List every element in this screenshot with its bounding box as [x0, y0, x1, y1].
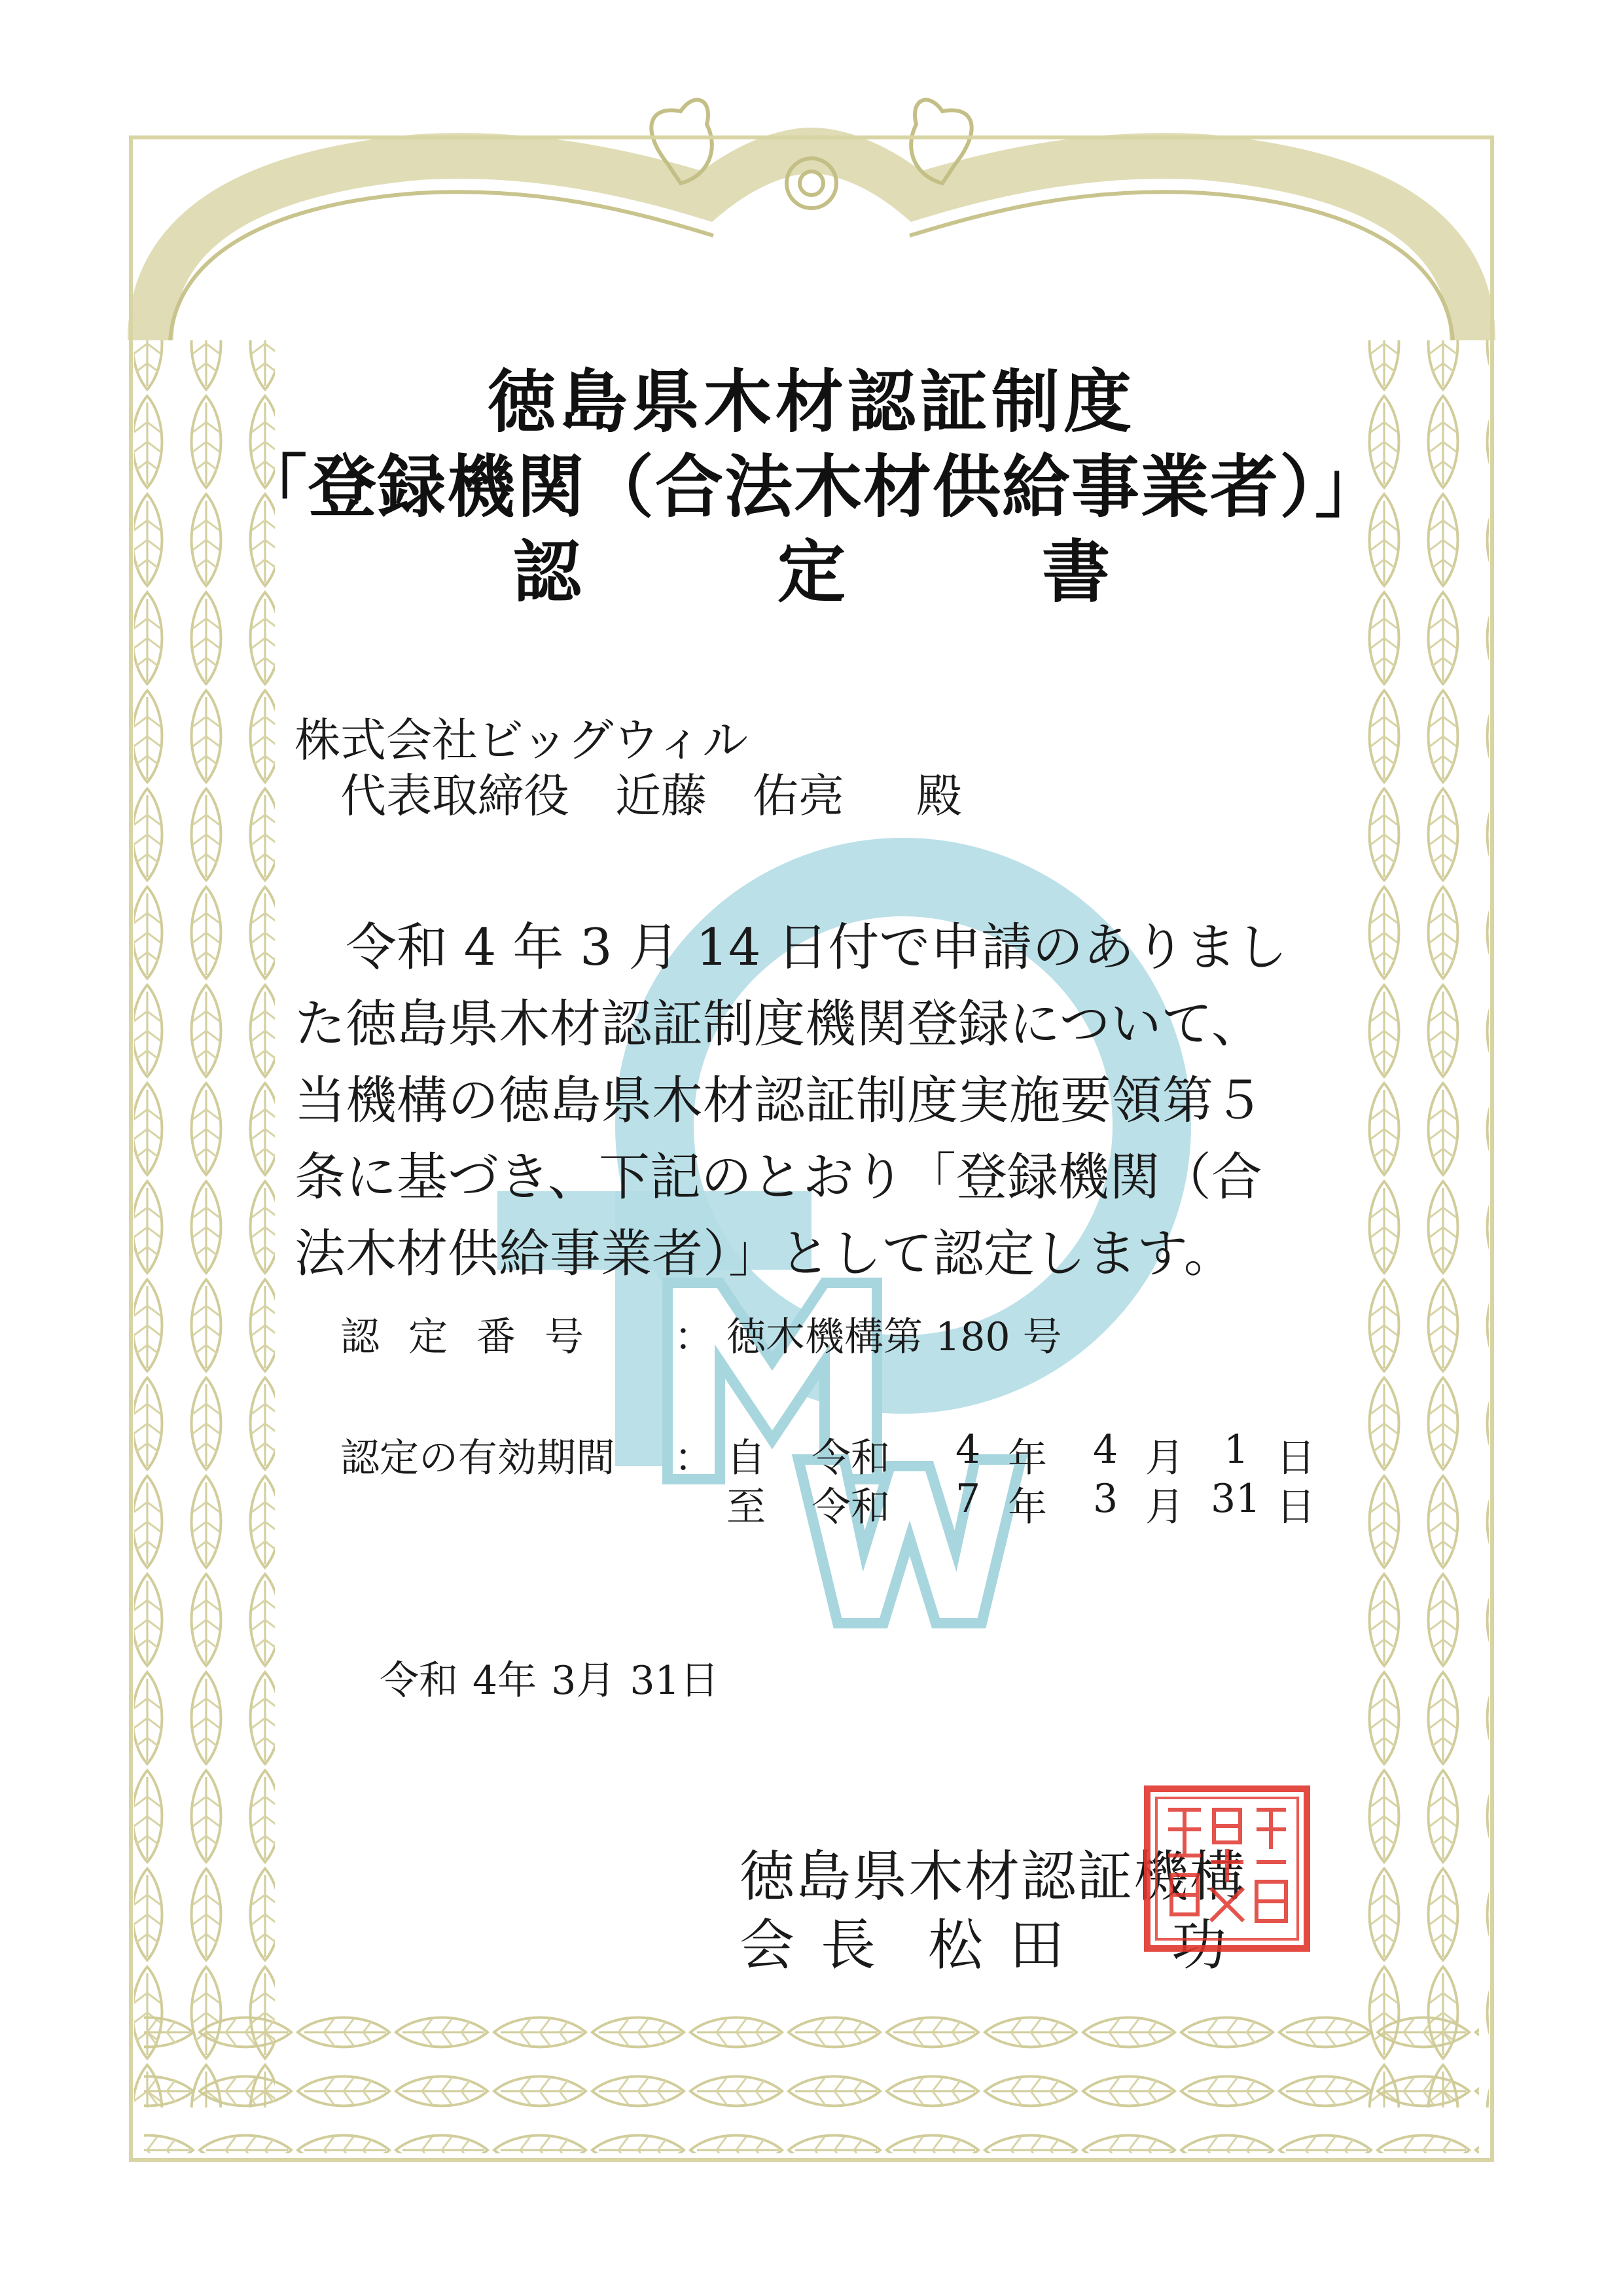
body-line: 令和 4 年 3 月 14 日付で申請のありまし: [346, 918, 1288, 977]
validity-from-day-unit: 日: [1276, 1435, 1315, 1481]
validity-to-year-unit: 年: [1008, 1484, 1047, 1530]
validity-to-month-unit: 月: [1145, 1484, 1185, 1530]
issuer-organization: 徳島県木材認証機構: [740, 1844, 1247, 1909]
issue-date: [380, 1649, 734, 1706]
issuer-name: 松田 功: [928, 1913, 1253, 1977]
validity-from-year-unit: 年: [1008, 1435, 1047, 1481]
body-line: 法木材供給事業者）」として認定します。: [294, 1225, 1235, 1283]
validity-to-year: 7: [955, 1476, 981, 1522]
issue-date-month: 3月: [551, 1658, 616, 1704]
body-line: 当機構の徳島県木材認証制度実施要領第５: [294, 1071, 1265, 1130]
certificate-title-line3: 認定書: [512, 532, 1306, 612]
issue-date-day: 31日: [630, 1658, 719, 1704]
validity-from-era: 令和: [812, 1435, 890, 1481]
certificate-title-line2: 「登録機関（合法木材供給事業者）」: [238, 447, 1384, 527]
validity-to-day: 31: [1211, 1476, 1261, 1522]
certificate-title-line1: 徳島県木材認証制度: [487, 362, 1135, 442]
validity-to-day-unit: 日: [1276, 1484, 1315, 1530]
validity-from-month: 4: [1093, 1427, 1118, 1473]
body-line: た徳島県木材認証制度機関登録について、: [294, 995, 1262, 1054]
addressee-company: 株式会社ビッグウィル: [294, 713, 748, 767]
registration-number-value: 徳木機構第 180 号: [726, 1314, 1062, 1360]
certificate-body: [294, 910, 1355, 1293]
validity-to-month: 3: [1093, 1476, 1118, 1522]
issue-date-era: 令和: [380, 1658, 458, 1704]
addressee-position: 代表取締役: [340, 769, 569, 823]
addressee-honorific: 殿: [916, 769, 962, 823]
issuer-title: 会長: [740, 1913, 902, 1977]
addressee-line: [340, 759, 1008, 825]
addressee-name: 近藤 佑亮: [615, 769, 844, 823]
official-red-seal: [1142, 1784, 1312, 1954]
validity-from-prefix: 自: [726, 1435, 766, 1481]
body-line: 条に基づき、下記のとおり「登録機関（合: [294, 1148, 1262, 1207]
validity-from-day: 1: [1224, 1427, 1249, 1473]
validity-to-era: 令和: [812, 1484, 890, 1530]
validity-from-year: 4: [955, 1427, 981, 1473]
validity-period-colon: ：: [674, 1435, 713, 1481]
issue-date-year: 4年: [473, 1658, 537, 1704]
validity-from-month-unit: 月: [1145, 1435, 1185, 1481]
registration-number-label: 認定番号: [340, 1314, 613, 1360]
validity-period-label: 認定の有効期間: [340, 1435, 615, 1481]
registration-number-colon: ：: [674, 1314, 713, 1360]
validity-to-prefix: 至: [726, 1484, 766, 1530]
